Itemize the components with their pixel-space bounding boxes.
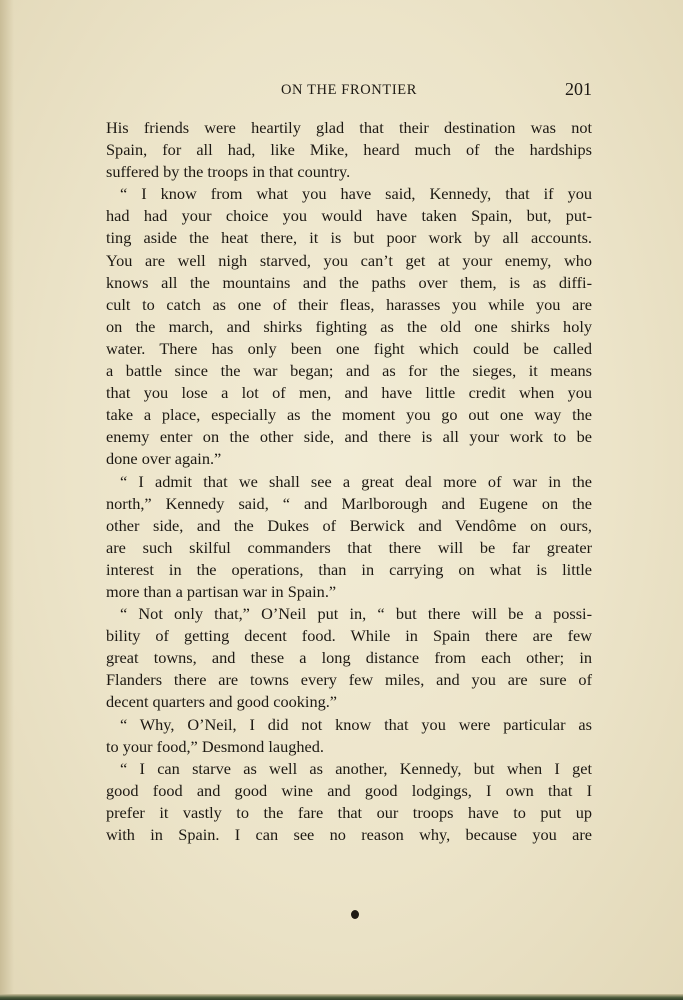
text-line: cult to catch as one of their fleas, harasses you while you are bbox=[106, 294, 592, 314]
text-line: good food and good wine and good lodgings, I own that I bbox=[106, 780, 592, 800]
text-line: “ I know from what you have said, Kennedy, that if you bbox=[120, 184, 592, 204]
text-line: water. There has only been one fight which could be called bbox=[106, 338, 592, 358]
text-line: are such skilful commanders that there will be far greater bbox=[106, 537, 592, 557]
running-head bbox=[106, 80, 592, 102]
page-bottom-edge bbox=[0, 994, 683, 1000]
text-line: “ Why, O’Neil, I did not know that you were particular as bbox=[120, 714, 592, 734]
spine-shadow bbox=[0, 0, 14, 1000]
text-line: great towns, and these a long distance from each other; in bbox=[106, 648, 592, 668]
text-line: “ I can starve as well as another, Kennedy, but when I get bbox=[120, 758, 592, 778]
text-line: suffered by the troops in that country. bbox=[106, 162, 351, 182]
text-line: more than a partisan war in Spain.” bbox=[106, 581, 337, 601]
text-line: done over again.” bbox=[106, 449, 222, 469]
running-title: ON THE FRONTIER bbox=[280, 82, 417, 98]
text-line: “ Not only that,” O’Neil put in, “ but there will be a possi- bbox=[120, 604, 592, 624]
text-line: enemy enter on the other side, and there is all your work to be bbox=[106, 427, 592, 447]
text-line: that you lose a lot of men, and have little credit when you bbox=[106, 383, 592, 403]
text-line: a battle since the war began; and as for the sieges, it means bbox=[106, 361, 592, 381]
text-line: to your food,” Desmond laughed. bbox=[106, 736, 324, 756]
text-line: north,” Kennedy said, “ and Marlborough and Eugene on the bbox=[106, 493, 592, 513]
signature-mark-dot bbox=[351, 910, 359, 919]
body-text bbox=[106, 117, 592, 846]
text-line: Flanders there are towns every few miles, and you are sure of bbox=[106, 670, 592, 690]
text-line: “ I admit that we shall see a great deal more of war in the bbox=[120, 471, 592, 491]
text-line: You are well nigh starved, you can’t get at your enemy, who bbox=[106, 250, 592, 270]
text-line: bility of getting decent food. While in Spain there are few bbox=[106, 626, 592, 646]
text-line: His friends were heartily glad that their destination was not bbox=[106, 118, 592, 137]
text-line: other side, and the Dukes of Berwick and Vendôme on ours, bbox=[106, 515, 592, 535]
text-line: decent quarters and good cooking.” bbox=[106, 692, 338, 712]
text-line: prefer it vastly to the fare that our troops have to put up bbox=[106, 802, 592, 822]
text-line: Spain, for all had, like Mike, heard much of the hardships bbox=[106, 140, 592, 160]
page-number: 201 bbox=[565, 79, 592, 99]
text-line: with in Spain. I can see no reason why, because you are bbox=[106, 825, 592, 844]
text-line: interest in the operations, than in carrying on what is little bbox=[106, 559, 592, 579]
text-line: on the march, and shirks fighting as the old one shirks holy bbox=[106, 316, 592, 336]
text-line: knows all the mountains and the paths over them, is as diffi- bbox=[106, 272, 592, 292]
text-line: ting aside the heat there, it is but poor work by all accounts. bbox=[106, 228, 592, 248]
text-line: had had your choice you would have taken Spain, but, put- bbox=[106, 206, 592, 226]
text-line: take a place, especially as the moment you go out one way the bbox=[106, 405, 592, 425]
